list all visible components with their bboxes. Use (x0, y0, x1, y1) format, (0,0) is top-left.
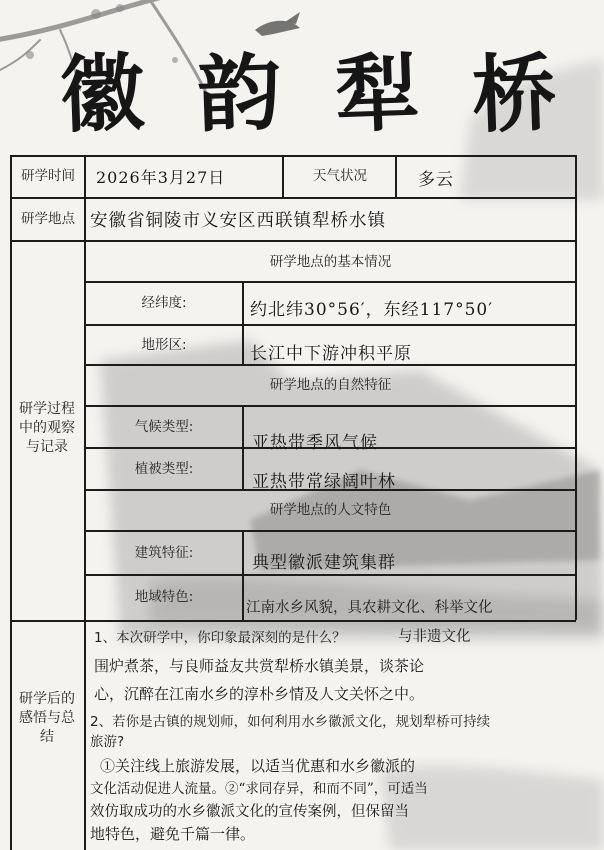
answer-2-line-4: 地特色，避免千篇一律。 (90, 825, 256, 843)
climate-value: 亚热带季风气候 (252, 433, 378, 453)
vegetation-label: 植被类型: (134, 461, 194, 477)
latlon-value: 约北纬30°56′，东经117°50′ (250, 300, 494, 320)
answer-1-tail: 与非遗文化 (398, 629, 471, 645)
question-1: 1、本次研学中，你印象最深刻的是什么？ (94, 630, 346, 646)
answer-1-line-1: 围炉煮茶，与良师益友共赏犁桥水镇美景，谈茶论 (94, 657, 425, 675)
grid-line (242, 405, 244, 490)
time-label: 研学时间 (21, 168, 75, 184)
grid-line (10, 155, 576, 157)
architecture-label: 建筑特征: (134, 545, 194, 561)
grid-line (86, 574, 576, 576)
latlon-label: 经纬度: (141, 295, 187, 311)
vegetation-value: 亚热带常绿阔叶林 (252, 472, 396, 492)
grid-line (242, 530, 244, 620)
terrain-value: 长江中下游冲积平原 (250, 344, 412, 364)
grid-line (86, 281, 576, 283)
terrain-label: 地形区: (141, 337, 187, 353)
answer-2-line-1: ①关注线上旅游发展，以适当优惠和水乡徽派的 (100, 757, 416, 775)
title-char-2: 韵 (195, 41, 288, 145)
title-char-3: 犁 (333, 41, 425, 145)
grid-line (86, 530, 576, 532)
time-value: 2026年3月27日 (96, 168, 226, 187)
weather-value: 多云 (418, 170, 454, 190)
grid-line (395, 155, 397, 197)
grid-line (575, 240, 577, 620)
grid-line (10, 197, 576, 199)
grid-line (10, 240, 576, 242)
grid-line (10, 620, 576, 622)
grid-line (282, 155, 284, 197)
grid-line (86, 405, 576, 407)
climate-label: 气候类型: (134, 419, 194, 435)
question-2-line-1: 2、若你是古镇的规划师，如何利用水乡徽派文化，规划犁桥可持续 (90, 714, 491, 730)
title-char-1: 徽 (58, 41, 150, 145)
reflection-label: 研学后的感悟与总结 (19, 691, 75, 745)
human-features-header: 研学地点的人文特色 (269, 502, 392, 518)
answer-1-line-2: 心，沉醉在江南水乡的淳朴乡情及人文关怀之中。 (94, 685, 425, 703)
answer-2-line-2: 文化活动促进人流量。②“求同存异，和而不同”，可适当 (90, 781, 428, 797)
grid-line (10, 155, 12, 850)
question-2-line-2: 旅游? (90, 734, 125, 750)
region-value: 江南水乡风貌，具农耕文化、科举文化 (246, 600, 493, 616)
grid-line (84, 155, 86, 240)
grid-line (242, 281, 244, 365)
grid-line (86, 364, 576, 366)
region-label: 地域特色: (134, 589, 194, 605)
natural-features-header: 研学地点的自然特征 (269, 377, 392, 393)
grid-line (86, 324, 576, 326)
place-label: 研学地点 (21, 211, 75, 227)
place-value: 安徽省铜陵市义安区西联镇犁桥水镇 (90, 211, 386, 231)
process-label: 研学过程中的观察与记录 (19, 401, 75, 455)
grid-line (84, 620, 86, 850)
architecture-value: 典型徽派建筑集群 (252, 553, 396, 573)
basic-info-header: 研学地点的基本情况 (269, 254, 392, 270)
weather-label: 天气状况 (313, 168, 367, 184)
title-char-4: 桥 (470, 41, 562, 145)
answer-2-line-3: 效仿取成功的水乡徽派文化的宣传案例，但保留当 (90, 804, 409, 820)
grid-line (575, 155, 577, 240)
